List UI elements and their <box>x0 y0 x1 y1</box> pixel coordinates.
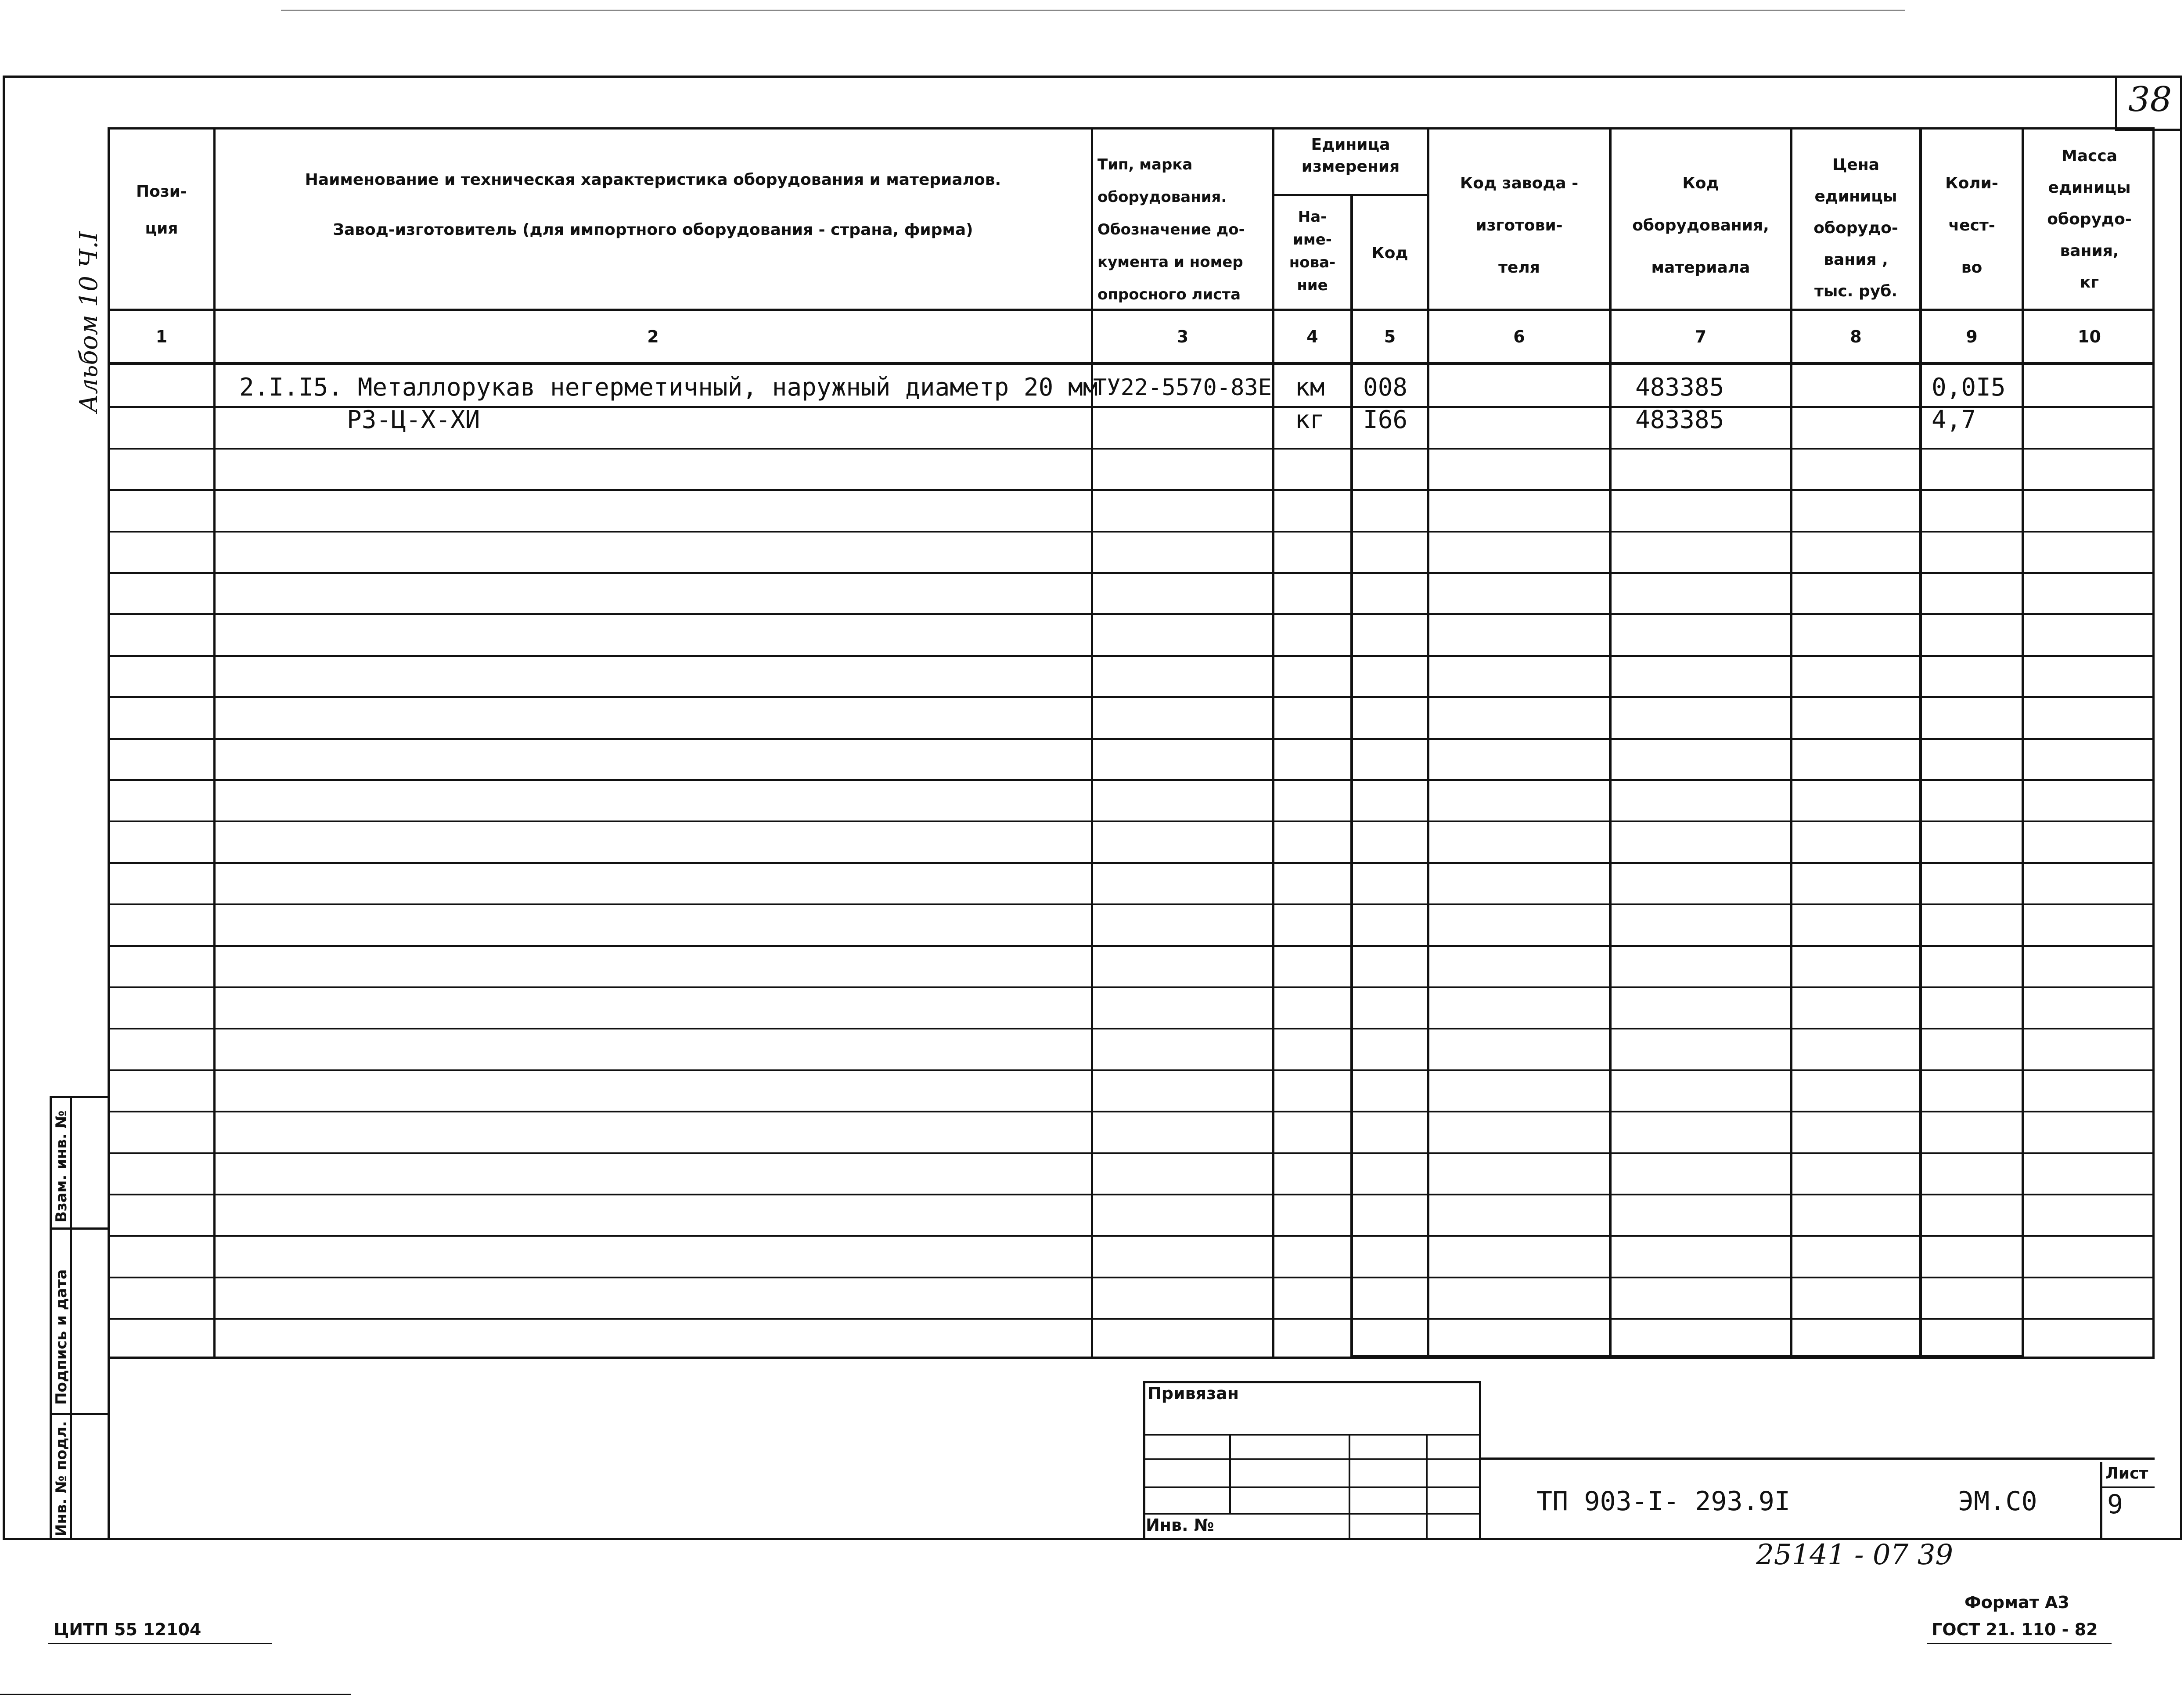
colnum-5: 5 <box>1384 327 1396 346</box>
row-line <box>108 531 2155 533</box>
row-line <box>108 986 2155 988</box>
col-line-4 <box>1350 194 1353 1359</box>
title-block-top <box>1479 1457 2155 1460</box>
side-podpis: Подпись и дата <box>53 1269 70 1405</box>
row1-unit: км <box>1295 373 1325 402</box>
row-line <box>108 1318 2155 1320</box>
side-stamp-line-2 <box>50 1413 110 1415</box>
privyazan-vline-1 <box>1229 1434 1231 1513</box>
handwritten-number: 25141 - 07 39 <box>1756 1539 1954 1571</box>
row-line <box>108 945 2155 947</box>
row-line <box>108 655 2155 657</box>
row2-qty: 4,7 <box>1932 406 1976 434</box>
header-type: Тип, марка оборудования. Обозначение до- кумента и номер опросного листа <box>1097 156 1245 303</box>
row-line <box>108 1194 2155 1195</box>
row-line <box>108 1028 2155 1029</box>
privyazan-vline-3 <box>1426 1434 1428 1540</box>
row-line <box>108 613 2155 615</box>
header-qty: Коли- чест- во <box>1945 174 1998 277</box>
row1-unit-code: 008 <box>1363 373 1408 402</box>
row-line <box>108 1235 2155 1237</box>
colnum-10: 10 <box>2078 327 2101 346</box>
side-vzam: Взам. инв. № <box>53 1110 70 1223</box>
colnum-1: 1 <box>155 327 168 346</box>
header-price: Цена единицы оборудо- вания , тыс. руб. <box>1813 156 1898 300</box>
privyazan-line-4 <box>1143 1513 1481 1515</box>
header-equip-code: Код оборудования, материала <box>1632 174 1769 277</box>
row-line <box>108 572 2155 574</box>
row-line <box>108 1111 2155 1112</box>
list-label: Лист <box>2105 1465 2148 1483</box>
row-line <box>108 779 2155 781</box>
header-unit-code: Код <box>1371 244 1408 262</box>
colnum-7: 7 <box>1695 327 1707 346</box>
privyazan-line-1 <box>1143 1434 1481 1436</box>
row-line <box>108 489 2155 491</box>
colnum-2: 2 <box>647 327 659 346</box>
header-plant-code: Код завода - изготови- теля <box>1460 174 1579 277</box>
header-position: Пози- ция <box>136 183 187 238</box>
doc-code: ТП 903-I- 293.9I <box>1536 1486 1790 1517</box>
row-line <box>108 1277 2155 1278</box>
header-unit-name: На- име- нова- ние <box>1289 208 1336 294</box>
colnum-6: 6 <box>1513 327 1525 346</box>
row-line <box>108 862 2155 864</box>
privyazan-line-2 <box>1143 1458 1481 1460</box>
page-number: 38 <box>2128 80 2172 119</box>
unit-split-line <box>1272 194 1427 196</box>
doc-mark: ЭМ.С0 <box>1958 1486 2037 1517</box>
row1-name: 2.I.I5. Металлорукав негерметичный, наружный диаметр 20 мм <box>239 373 1098 402</box>
row-line <box>108 1152 2155 1154</box>
privyazan-label: Привязан <box>1148 1384 1239 1403</box>
side-inv-podl: Инв. № подл. <box>53 1421 70 1537</box>
colnum-3: 3 <box>1177 327 1189 346</box>
row-line <box>108 1069 2155 1071</box>
list-box-mid <box>2100 1486 2155 1488</box>
side-stamp-divider <box>70 1096 72 1540</box>
privyazan-vline-2 <box>1349 1434 1350 1540</box>
thick-body-bottom <box>1350 1355 2024 1359</box>
row-line <box>108 738 2155 740</box>
row-line <box>108 821 2155 822</box>
row2-name: Р3-Ц-Х-ХИ <box>347 406 480 434</box>
scan-edge-line-top <box>281 10 1905 11</box>
citp-underline <box>48 1643 272 1644</box>
row-line <box>108 903 2155 905</box>
row2-equip-code: 483385 <box>1635 406 1724 434</box>
row2-unit-code: I66 <box>1363 406 1408 434</box>
row1-qty: 0,0I5 <box>1932 373 2006 402</box>
privyazan-line-3 <box>1143 1486 1481 1488</box>
colnum-8: 8 <box>1850 327 1862 346</box>
gost-underline <box>1927 1643 2112 1644</box>
side-stamp-line-1 <box>50 1227 110 1230</box>
row2-unit: кг <box>1295 406 1325 434</box>
format-label: Формат А3 <box>1965 1593 2069 1612</box>
header-unit-group: Единица измерения <box>1301 136 1400 176</box>
row1-equip-code: 483385 <box>1635 373 1724 402</box>
row1-type: ТУ22-5570-83Е <box>1093 374 1272 401</box>
header-name-line2: Завод-изготовитель (для импортного оборудования - страна, фирма) <box>333 221 973 239</box>
row-line <box>108 696 2155 698</box>
list-value: 9 <box>2107 1489 2123 1520</box>
colnum-4: 4 <box>1306 327 1318 346</box>
header-mass: Масса единицы оборудо- вания, кг <box>2047 147 2132 291</box>
inv-no-label: Инв. № <box>1146 1515 1214 1535</box>
header-name-line1: Наименование и техническая характеристика оборудования и материалов. <box>305 171 1001 189</box>
gost-label: ГОСТ 21. 110 - 82 <box>1932 1620 2098 1639</box>
list-box-left <box>2100 1462 2102 1540</box>
row-line <box>108 448 2155 450</box>
colnum-9: 9 <box>1966 327 1978 346</box>
album-label: Альбом 10 Ч.I <box>75 231 103 413</box>
citp-label: ЦИТП 55 12104 <box>54 1620 201 1639</box>
